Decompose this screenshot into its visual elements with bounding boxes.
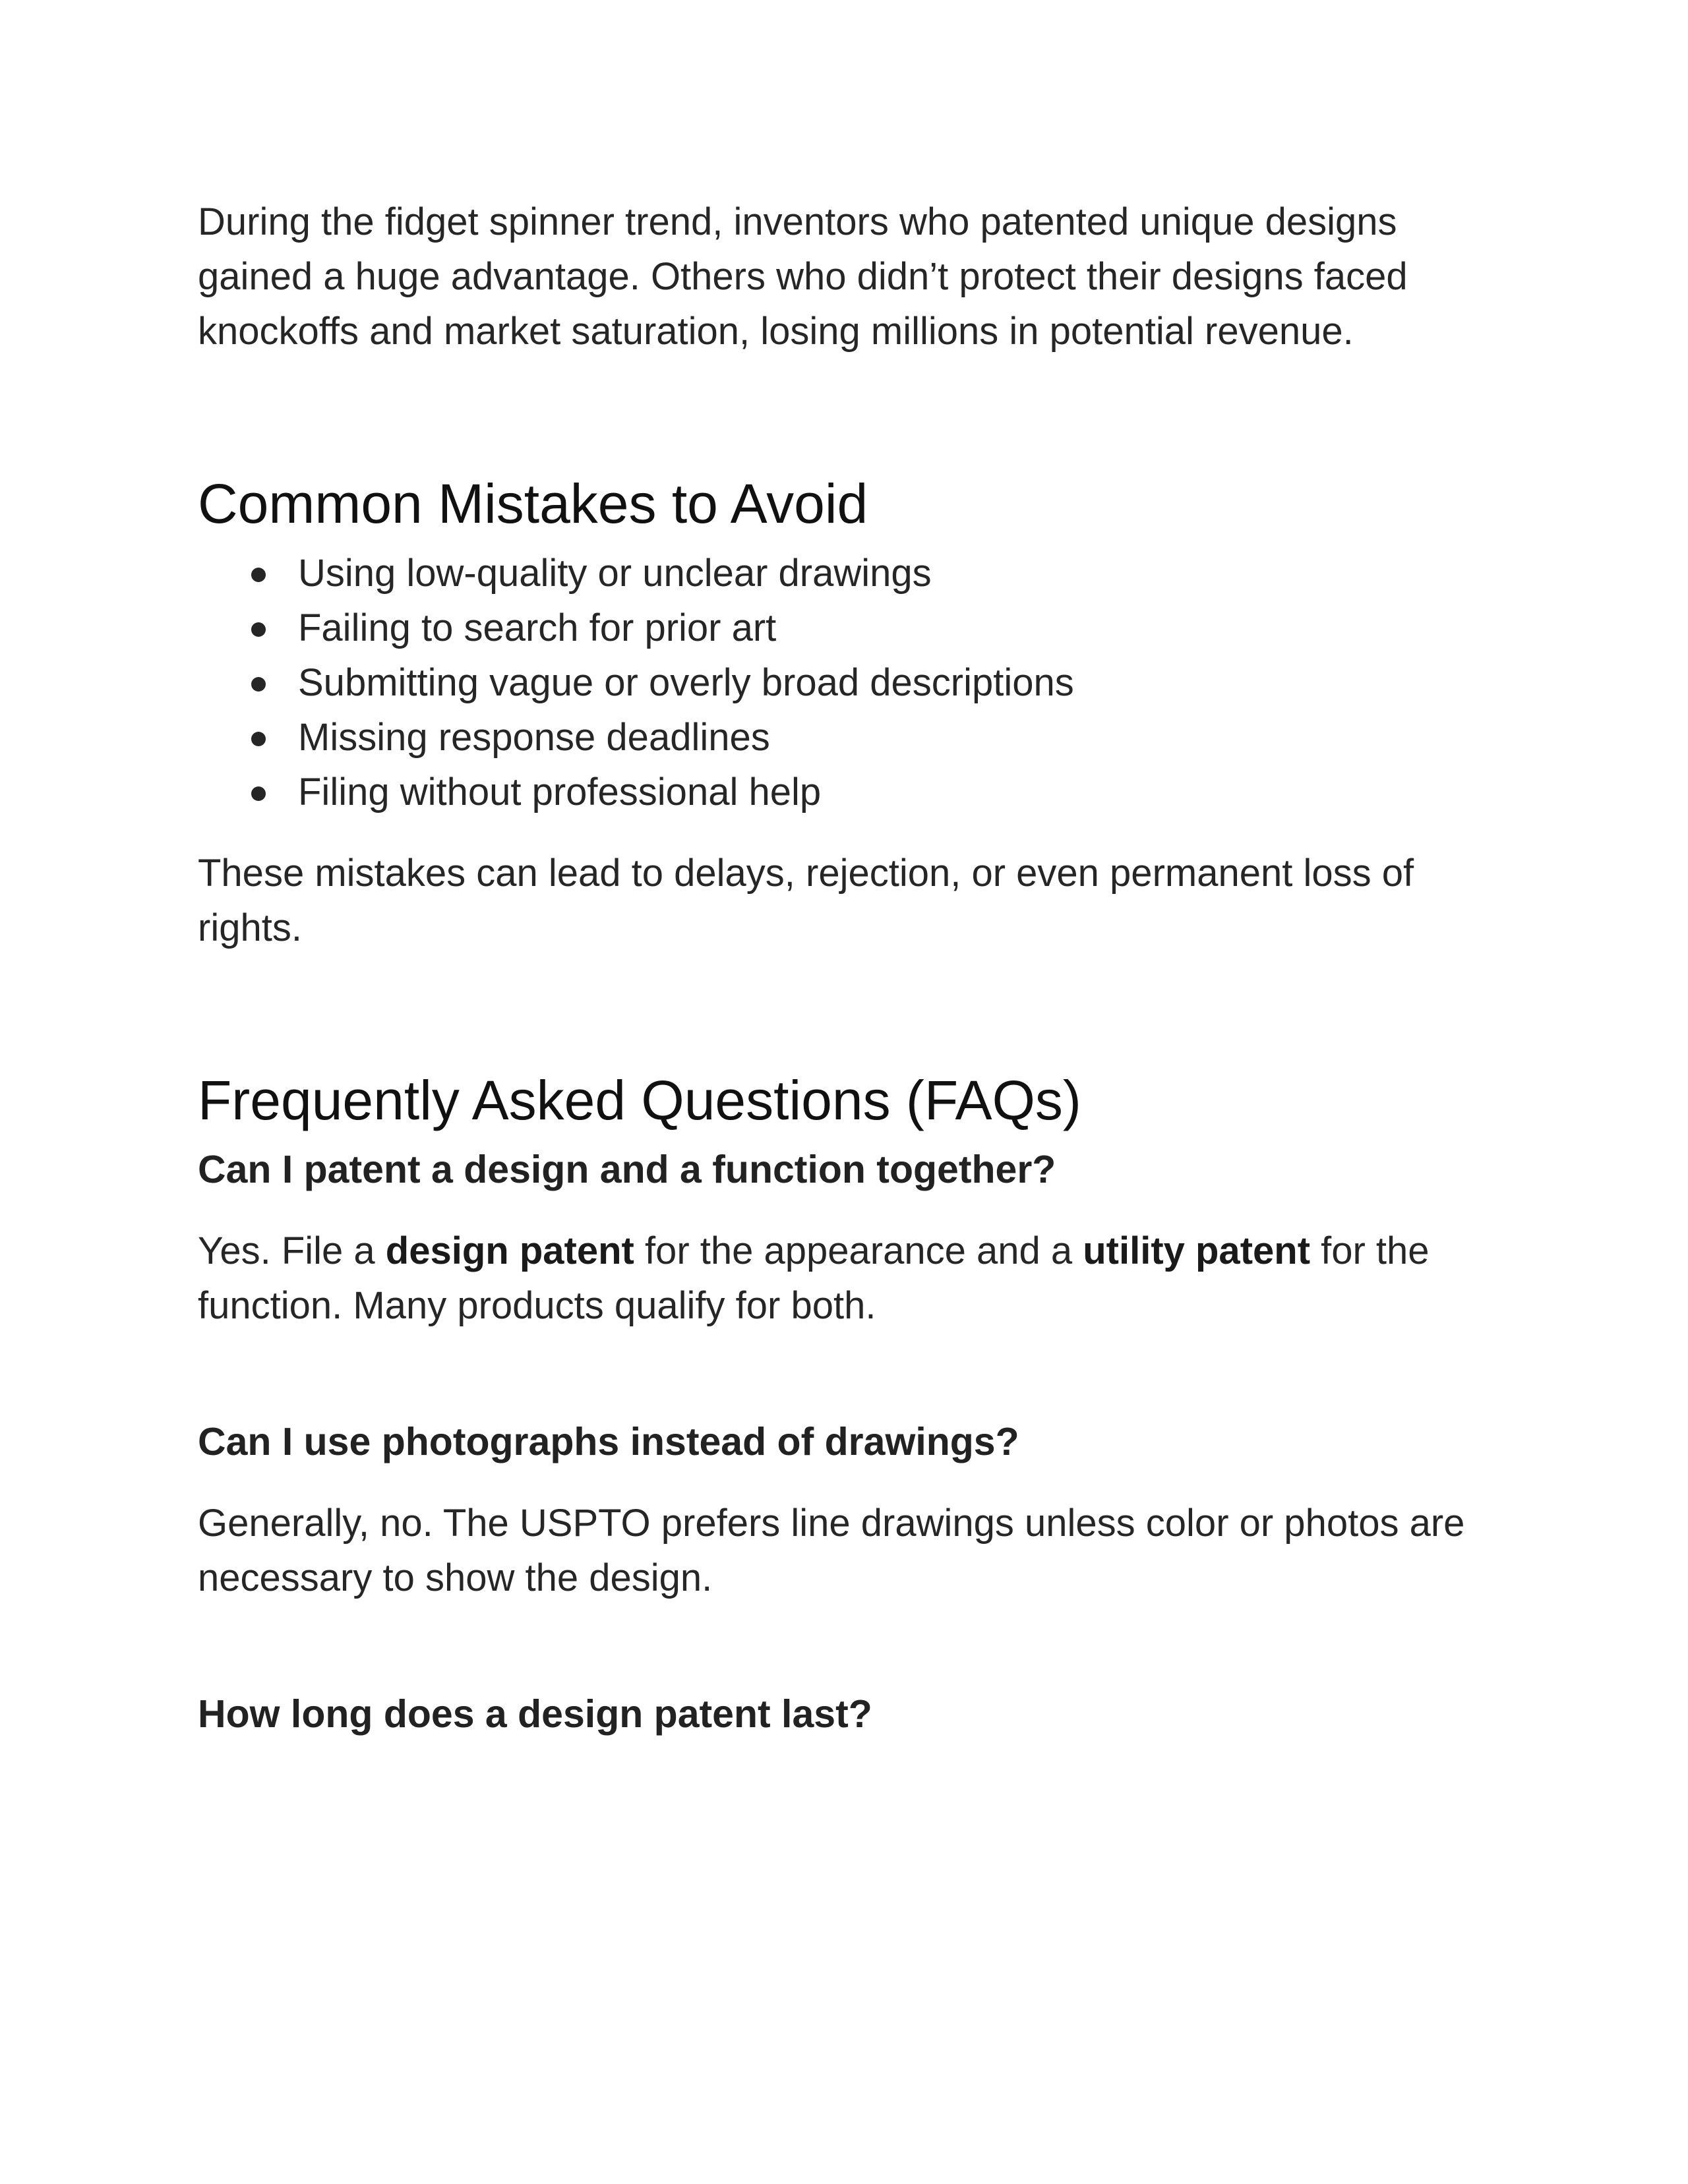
answer-text: Yes. File a [198,1229,386,1272]
bullet-icon [251,732,266,746]
list-item-text: Failing to search for prior art [298,606,777,649]
bullet-icon [251,622,266,637]
document-page [198,194,1490,1742]
list-item-text: Submitting vague or overly broad descriptions [298,661,1074,704]
list-item [198,710,1490,765]
list-item [198,765,1490,819]
mistakes-list [198,546,1490,819]
faq-answer-1 [198,1224,1490,1333]
list-item-text: Missing response deadlines [298,716,770,759]
utility-patent-term: utility patent [1083,1229,1311,1272]
bullet-icon [251,677,266,692]
mistakes-note: These mistakes can lead to delays, rejection, or even permanent loss of rights. [198,852,1414,949]
list-item [198,601,1490,655]
list-item-text: Using low-quality or unclear drawings [298,552,932,595]
answer-text: for the appearance and a [634,1229,1083,1272]
faq-question-3: How long does a design patent last? [198,1692,872,1736]
intro-paragraph: During the fidget spinner trend, inventors who patented unique designs gained a huge advantage. Others who didn’t protect their designs faced knockoffs and market saturation, losing millions in potential revenue. [198,200,1408,353]
design-patent-term: design patent [385,1229,634,1272]
faq-heading: Frequently Asked Questions (FAQs) [198,1069,1081,1131]
faq-question-1: Can I patent a design and a function together? [198,1148,1056,1191]
list-item [198,655,1490,710]
mistakes-heading: Common Mistakes to Avoid [198,473,868,535]
bullet-icon [251,786,266,801]
faq-question-2: Can I use photographs instead of drawings? [198,1420,1019,1463]
answer-text: for the function. Many products qualify for both. [198,1229,1430,1327]
bullet-icon [251,568,266,582]
list-item-text: Filing without professional help [298,771,822,813]
list-item [198,546,1490,601]
faq-answer-2: Generally, no. The USPTO prefers line drawings unless color or photos are necessary to show the design. [198,1502,1465,1599]
